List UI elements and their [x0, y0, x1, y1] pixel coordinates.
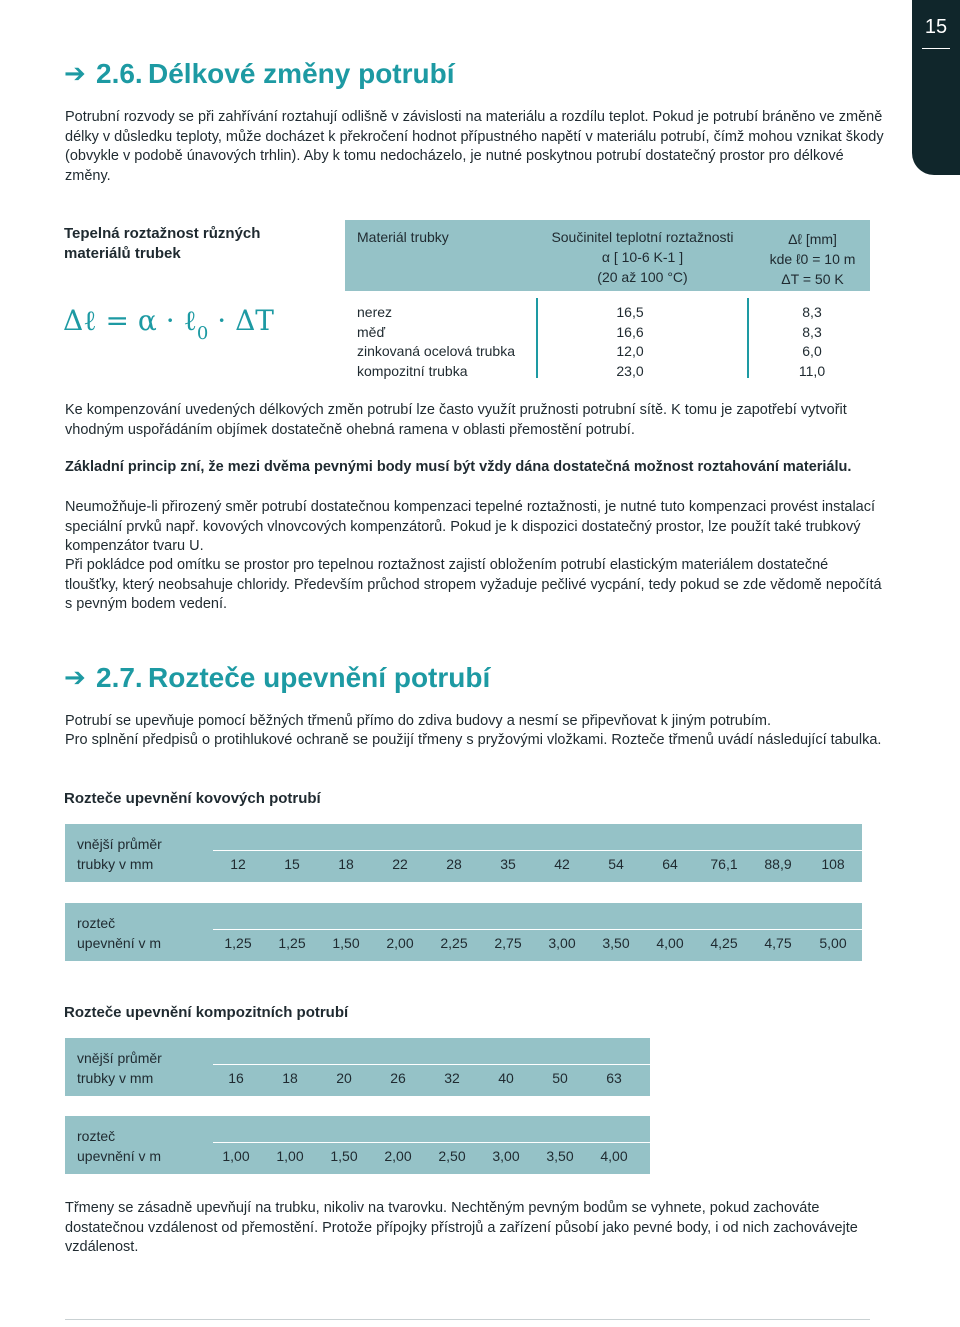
- row-label-line1: rozteč: [77, 1128, 116, 1144]
- metal-table-title: Rozteče upevnění kovových potrubí: [64, 790, 321, 807]
- spacing-cell: 4,75: [764, 935, 792, 951]
- spacing-cell: 3,50: [546, 1148, 574, 1164]
- spacing-cell: 4,00: [656, 935, 684, 951]
- arrow-right-icon: ➔: [64, 662, 86, 692]
- page-number: 15: [924, 16, 948, 38]
- diameter-cell: 32: [444, 1070, 460, 1086]
- row-label-line2: upevnění v m: [77, 935, 162, 951]
- row-label-line2: trubky v mm: [77, 856, 154, 872]
- row-label: [77, 834, 162, 874]
- spacing-cell: 1,00: [276, 1148, 304, 1164]
- diameter-cell: 63: [606, 1070, 622, 1086]
- expansion-formula: [63, 304, 274, 344]
- table-label-line1: Tepelná roztažnost různých: [64, 225, 261, 242]
- spacing-cell: 4,00: [600, 1148, 628, 1164]
- dl-cell: 8,3: [802, 324, 822, 340]
- diameter-cell: 22: [392, 856, 408, 872]
- material-cell: kompozitní trubka: [357, 363, 468, 379]
- diameter-cell: 18: [338, 856, 354, 872]
- diameter-cell: 42: [554, 856, 570, 872]
- header-coef-line1: Součinitel teplotní roztažnosti: [551, 229, 734, 245]
- section-title: Rozteče upevnění potrubí: [148, 662, 491, 693]
- dl-cell: 8,3: [802, 304, 822, 320]
- diameter-cell: 64: [662, 856, 678, 872]
- row-label: [77, 1048, 162, 1088]
- composite-spacing-row: [65, 1116, 650, 1174]
- diameter-cell: 108: [821, 856, 845, 872]
- header-dl-line3: ΔT = 50 K: [781, 271, 844, 287]
- column-divider: [747, 298, 749, 378]
- footer-rule: [65, 1319, 870, 1320]
- composite-diameter-row: [65, 1038, 650, 1096]
- diameter-cell: 28: [446, 856, 462, 872]
- spacing-cell: 1,00: [222, 1148, 250, 1164]
- spacing-cell: 1,50: [330, 1148, 358, 1164]
- page-number-rule: [922, 48, 950, 49]
- spacing-cell: 2,50: [438, 1148, 466, 1164]
- header-coef-line3: (20 až 100 °C): [597, 269, 688, 285]
- arrow-right-icon: ➔: [64, 58, 86, 88]
- spacing-cell: 1,25: [278, 935, 306, 951]
- row-label-line1: vnější průměr: [77, 1050, 162, 1066]
- diameter-cell: 88,9: [764, 856, 792, 872]
- diameter-cell: 26: [390, 1070, 406, 1086]
- column-divider: [536, 298, 538, 378]
- section-title: Délkové změny potrubí: [148, 58, 455, 89]
- page-number-tab: [912, 0, 960, 175]
- formula-lhs: Δℓ = α · ℓ: [63, 304, 197, 337]
- plaster-paragraph: Při pokládce pod omítku se prostor pro tepelnou roztažnost zajistí obložením potrubí elastickým materiálem dostatečné tloušťky, který neobsahuje chloridy. Především průchod stropem vyžaduje pečlivé vycpání, tedy pokud se zde vědomě nepočítá s pevným bodem vedení.: [65, 557, 882, 612]
- fixing-paragraph-1: Potrubí se upevňuje pomocí běžných třmenů přímo do zdiva budovy a nesmí se připevňovat k jiným potrubím.: [65, 713, 772, 729]
- metal-diameter-row: [65, 824, 862, 882]
- metal-spacing-row: [65, 903, 862, 961]
- spacing-cell: 2,00: [386, 935, 414, 951]
- section-number: 2.6.: [96, 58, 143, 89]
- table-label-line2: materiálů trubek: [64, 245, 181, 262]
- diameter-cell: 20: [336, 1070, 352, 1086]
- material-cell: nerez: [357, 304, 393, 320]
- spacing-cell: 5,00: [819, 935, 847, 951]
- diameter-cell: 16: [228, 1070, 244, 1086]
- row-separator: [213, 929, 862, 930]
- composite-table-title: Rozteče upevnění kompozitních potrubí: [64, 1004, 349, 1021]
- spacing-cell: 3,00: [492, 1148, 520, 1164]
- material-cell: měď: [357, 324, 386, 340]
- diameter-cell: 12: [230, 856, 246, 872]
- formula-subscript: 0: [196, 323, 209, 344]
- row-separator: [213, 1142, 650, 1143]
- spacing-cell: 4,25: [710, 935, 738, 951]
- row-label-line2: upevnění v m: [77, 1148, 162, 1164]
- closing-paragraph: Třmeny se zásadně upevňují na trubku, nikoliv na tvarovku. Nechtěným pevným bodům se vyhnete, pokud zachováte dostatečnou vzdálenost od přemostění. Protože přípojky přístrojů a zařízení působí jako pevné body, i od nich zachovávejte vzdálenost.: [65, 1200, 858, 1255]
- intro-paragraph: Potrubní rozvody se při zahřívání roztahují odlišně v závislosti na materiálu a rozdílu teplot. Pokud je potrubí bráněno ve změně délky v důsledku teploty, může docházet k překročení hodnot přípustného napětí v materiálu potrubí, čímž mohou vznikat škody (obvykle v podobě únavových trhlin). Aby k tomu nedocházelo, je nutné poskytnou potrubí dostatečný prostor pro délkové změny.: [65, 109, 884, 184]
- header-coef-line2: α [ 10-6 K-1 ]: [601, 249, 684, 265]
- row-label: [77, 1126, 161, 1166]
- diameter-cell: 15: [284, 856, 300, 872]
- diameter-cell: 18: [282, 1070, 298, 1086]
- spacing-cell: 3,00: [548, 935, 576, 951]
- principle-paragraph: Základní princip zní, že mezi dvěma pevnými body musí být vždy dána dostatečná možnost roztahování materiálu.: [65, 459, 852, 475]
- row-separator: [213, 850, 862, 851]
- diameter-cell: 40: [498, 1070, 514, 1086]
- header-material: Materiál trubky: [357, 229, 449, 245]
- diameter-cell: 76,1: [710, 856, 738, 872]
- coef-cell: 23,0: [616, 363, 644, 379]
- compensation-paragraph: Ke kompenzování uvedených délkových změn potrubí lze často využít pružnosti potrubní sítě. K tomu je zapotřebí vytvořit vhodným uspořádáním objímek dostatečně ohebná ramena v oblasti přemostění potrubí.: [65, 402, 847, 438]
- row-label: [77, 913, 161, 953]
- coef-cell: 16,6: [616, 324, 644, 340]
- material-cell: zinkovaná ocelová trubka: [357, 343, 515, 359]
- diameter-cell: 54: [608, 856, 624, 872]
- formula-rhs: · ΔT: [217, 304, 274, 337]
- diameter-cell: 50: [552, 1070, 568, 1086]
- spacing-cell: 2,75: [494, 935, 522, 951]
- spacing-cell: 3,50: [602, 935, 630, 951]
- spacing-cell: 1,25: [224, 935, 252, 951]
- row-label-line1: vnější průměr: [77, 836, 162, 852]
- dl-cell: 6,0: [802, 343, 822, 359]
- spacing-cell: 1,50: [332, 935, 360, 951]
- row-separator: [213, 1064, 650, 1065]
- spacing-cell: 2,00: [384, 1148, 412, 1164]
- row-label-line1: rozteč: [77, 915, 116, 931]
- compensator-paragraph: Neumožňuje-li přirozený směr potrubí dostatečnou kompenzaci tepelné roztažnosti, je nutné tuto kompenzaci provést instalací speciální prvků např. kovových vlnovcových kompenzátorů. Pokud je k dispozici dostatečný prostor, lze použít také trubkový kompenzátor tvaru U.: [65, 499, 876, 554]
- row-label-line2: trubky v mm: [77, 1070, 154, 1086]
- dl-cell: 11,0: [798, 363, 826, 379]
- header-dl-line2: kde ℓ0 = 10 m: [769, 251, 856, 267]
- header-dl-line1: Δℓ [mm]: [788, 231, 837, 247]
- section-number: 2.7.: [96, 662, 143, 693]
- spacing-cell: 2,25: [440, 935, 468, 951]
- diameter-cell: 35: [500, 856, 516, 872]
- coef-cell: 16,5: [616, 304, 644, 320]
- coef-cell: 12,0: [616, 343, 644, 359]
- fixing-paragraph-2: Pro splnění předpisů o protihlukové ochraně se použijí třmeny s pryžovými vložkami. Rozteče třmenů uvádí následující tabulka.: [65, 732, 882, 748]
